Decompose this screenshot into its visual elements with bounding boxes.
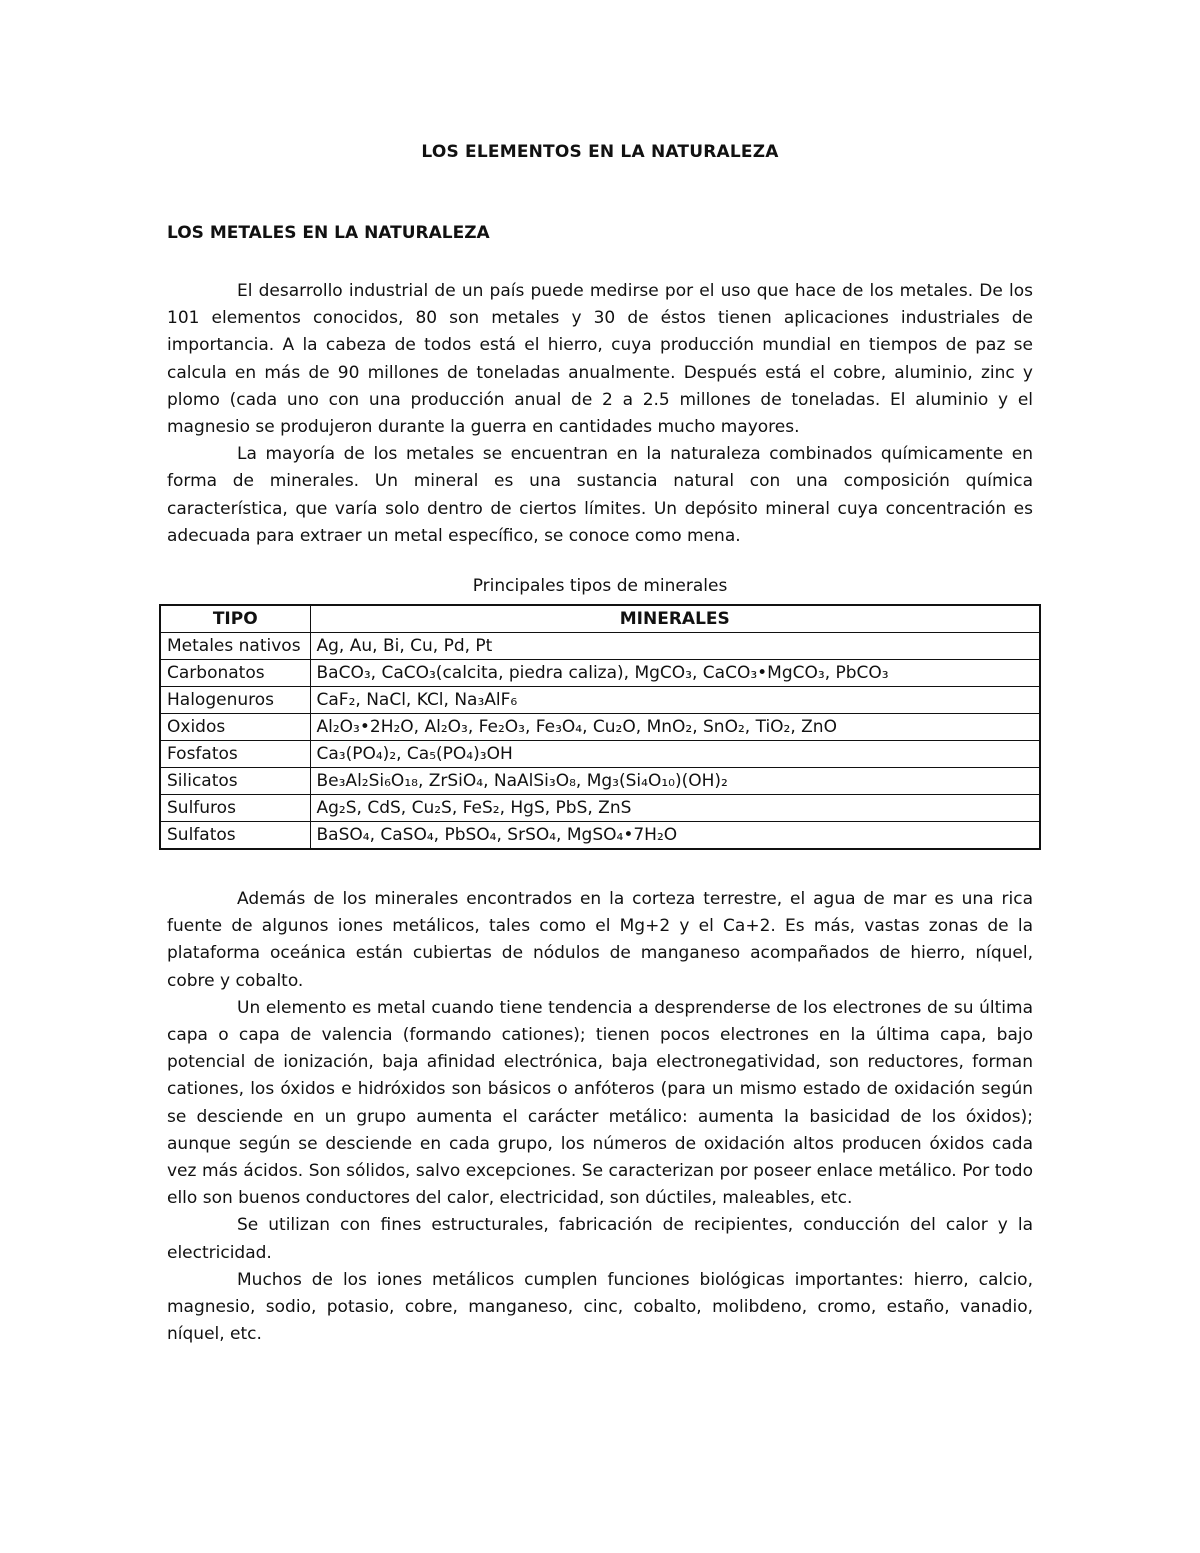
mineral-type-cell: Silicatos — [160, 768, 310, 795]
table-caption: Principales tipos de minerales — [472, 576, 728, 596]
mineral-type-cell: Halogenuros — [160, 687, 310, 714]
document-title: LOS ELEMENTOS EN LA NATURALEZA — [421, 142, 779, 162]
paragraph: Muchos de los iones metálicos cumplen funciones biológicas importantes: hierro, calcio, magnesio, sodio, potasio, cobre, manganeso, cinc, cobalto, molibdeno, cromo, estaño, vanadio, níquel, etc. — [167, 1269, 1033, 1345]
minerals-cell: BaCO₃, CaCO₃(calcita, piedra caliza), MgCO₃, CaCO₃•MgCO₃, PbCO₃ — [310, 660, 1040, 687]
paragraph: Un elemento es metal cuando tiene tendencia a desprenderse de los electrones de su última capa o capa de valencia (formando cationes); tienen pocos electrones en la última capa, bajo potencial de ionización, baja afinidad electrónica, baja electronegatividad, son reductores, forman cationes, los óxidos e hidróxidos son básicos o anfóteros (para un mismo estado de oxidación según se desciende en un grupo aumenta el carácter metálico: aumenta la basicidad de los óxidos); aunque según se desciende en cada grupo, los números de oxidación altos producen óxidos cada vez más ácidos. Son sólidos, salvo excepciones. Se caracterizan por poseer enlace metálico. Por todo ello son buenos conductores del calor, electricidad, son dúctiles, maleables, etc. — [167, 997, 1033, 1209]
paragraph: La mayoría de los metales se encuentran en la naturaleza combinados químicamente en forma de minerales. Un mineral es una sustancia natural con una composición química característica, que varía solo dentro de ciertos límites. Un depósito mineral cuya concentración es adecuada para extraer un metal específico, se conoce como mena. — [167, 444, 1033, 546]
table-row — [160, 795, 1040, 822]
table-row — [160, 768, 1040, 795]
table-row — [160, 741, 1040, 768]
table-row — [160, 822, 1040, 850]
table-row — [160, 660, 1040, 687]
minerals-cell: Al₂O₃•2H₂O, Al₂O₃, Fe₂O₃, Fe₃O₄, Cu₂O, MnO₂, SnO₂, TiO₂, ZnO — [310, 714, 1040, 741]
mineral-type-cell: Metales nativos — [160, 633, 310, 660]
minerals-cell: Be₃Al₂Si₆O₁₈, ZrSiO₄, NaAlSi₃O₈, Mg₃(Si₄O₁₀)(OH)₂ — [310, 768, 1040, 795]
column-header-minerales: MINERALES — [310, 605, 1040, 633]
mineral-type-cell: Sulfatos — [160, 822, 310, 850]
minerals-cell: CaF₂, NaCl, KCl, Na₃AlF₆ — [310, 687, 1040, 714]
paragraph: Además de los minerales encontrados en la corteza terrestre, el agua de mar es una rica fuente de algunos iones metálicos, tales como el Mg+2 y el Ca+2. Es más, vastas zonas de la plataforma oceánica están cubiertas de nódulos de manganeso acompañados de hierro, níquel, cobre y cobalto. — [167, 889, 1033, 991]
minerals-cell: Ag₂S, CdS, Cu₂S, FeS₂, HgS, PbS, ZnS — [310, 795, 1040, 822]
mineral-type-cell: Carbonatos — [160, 660, 310, 687]
intro-text — [167, 278, 1033, 550]
minerals-table — [159, 604, 1041, 850]
minerals-cell: Ag, Au, Bi, Cu, Pd, Pt — [310, 633, 1040, 660]
section-heading: LOS METALES EN LA NATURALEZA — [167, 223, 490, 243]
mineral-type-cell: Fosfatos — [160, 741, 310, 768]
table-header-row — [160, 605, 1040, 633]
paragraph: Se utilizan con fines estructurales, fabricación de recipientes, conducción del calor y la electricidad. — [167, 1215, 1033, 1263]
body-text — [167, 886, 1033, 1348]
table-row — [160, 633, 1040, 660]
table-row — [160, 714, 1040, 741]
paragraph: El desarrollo industrial de un país puede medirse por el uso que hace de los metales. De los 101 elementos conocidos, 80 son metales y 30 de éstos tienen aplicaciones industriales de importancia. A la cabeza de todos está el hierro, cuya producción mundial en tiempos de paz se calcula en más de 90 millones de toneladas anualmente. Después está el cobre, aluminio, zinc y plomo (cada uno con una producción anual de 2 a 2.5 millones de toneladas. El aluminio y el magnesio se produjeron durante la guerra en cantidades mucho mayores. — [167, 281, 1033, 438]
mineral-type-cell: Sulfuros — [160, 795, 310, 822]
column-header-tipo: TIPO — [160, 605, 310, 633]
minerals-cell: Ca₃(PO₄)₂, Ca₅(PO₄)₃OH — [310, 741, 1040, 768]
table-row — [160, 687, 1040, 714]
minerals-cell: BaSO₄, CaSO₄, PbSO₄, SrSO₄, MgSO₄•7H₂O — [310, 822, 1040, 850]
mineral-type-cell: Oxidos — [160, 714, 310, 741]
